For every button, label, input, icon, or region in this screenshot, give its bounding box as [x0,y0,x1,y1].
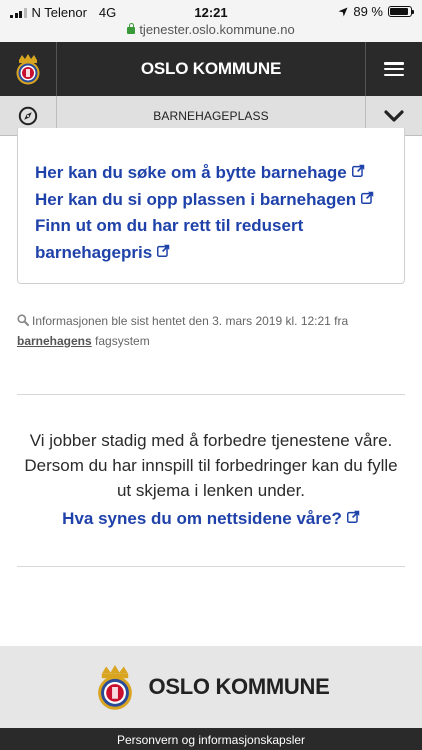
divider-bottom [17,566,405,567]
site-header [0,42,422,96]
feedback-link[interactable] [0,506,422,532]
oslo-coat-of-arms-icon [93,662,137,712]
footer-brand-block[interactable] [0,662,422,712]
section-title[interactable]: BARNEHAGEPLASS [153,109,269,123]
info-source-link[interactable]: barnehagens [17,334,92,348]
header-logo-button[interactable] [0,42,57,96]
url-bar[interactable] [0,22,422,37]
battery-percent: 89 % [353,4,383,19]
chevron-down-icon [384,110,404,122]
link-change-kindergarten[interactable] [35,160,395,187]
link-label: Her kan du søke om å bytte barnehage [35,163,347,182]
lock-icon [127,27,135,34]
menu-button[interactable] [365,42,422,96]
compass-icon [18,106,38,126]
url-text: tjenester.oslo.kommune.no [139,22,295,37]
header-title[interactable]: OSLO KOMMUNE [140,59,282,78]
privacy-link[interactable]: Personvern og informasjonskapsler [0,728,422,750]
divider-top [17,394,405,395]
external-link-icon [352,164,365,177]
link-reduced-price[interactable] [35,213,395,266]
link-label: Her kan du si opp plassen i barnehagen [35,189,357,209]
status-bar [0,0,422,42]
clock: 12:21 [194,5,228,20]
data-source-info [17,311,407,351]
status-right [338,4,412,19]
footer-brand-name: OSLO KOMMUNE [148,674,330,699]
network-type: 4G [98,5,117,20]
location-arrow-icon [338,7,348,17]
external-link-icon [157,244,170,257]
link-label: Finn ut om du har rett til redusert barnehagepris [35,216,304,262]
links-card [17,128,405,284]
link-cancel-placement[interactable] [35,187,395,214]
external-link-icon [347,510,360,523]
magnifier-icon [17,314,29,326]
feedback-text: Vi jobber stadig med å forbedre tjenestene våre. Dersom du har innspill til forbedringer kan du fylle ut skjema i lenken under. [24,431,398,500]
carrier-name: N Telenor [31,5,87,20]
site-footer [0,646,422,728]
link-list [35,160,395,266]
feedback-link-label: Hva synes du om nettsidene våre? [62,509,342,528]
info-text-before: Informasjonen ble sist hentet den 3. mars 2019 kl. 12:21 fra [32,314,349,328]
hamburger-menu-icon [384,62,404,76]
external-link-icon [361,191,374,204]
battery-icon [388,6,412,17]
oslo-coat-of-arms-icon [13,52,43,86]
info-text-after: fagsystem [91,334,150,348]
